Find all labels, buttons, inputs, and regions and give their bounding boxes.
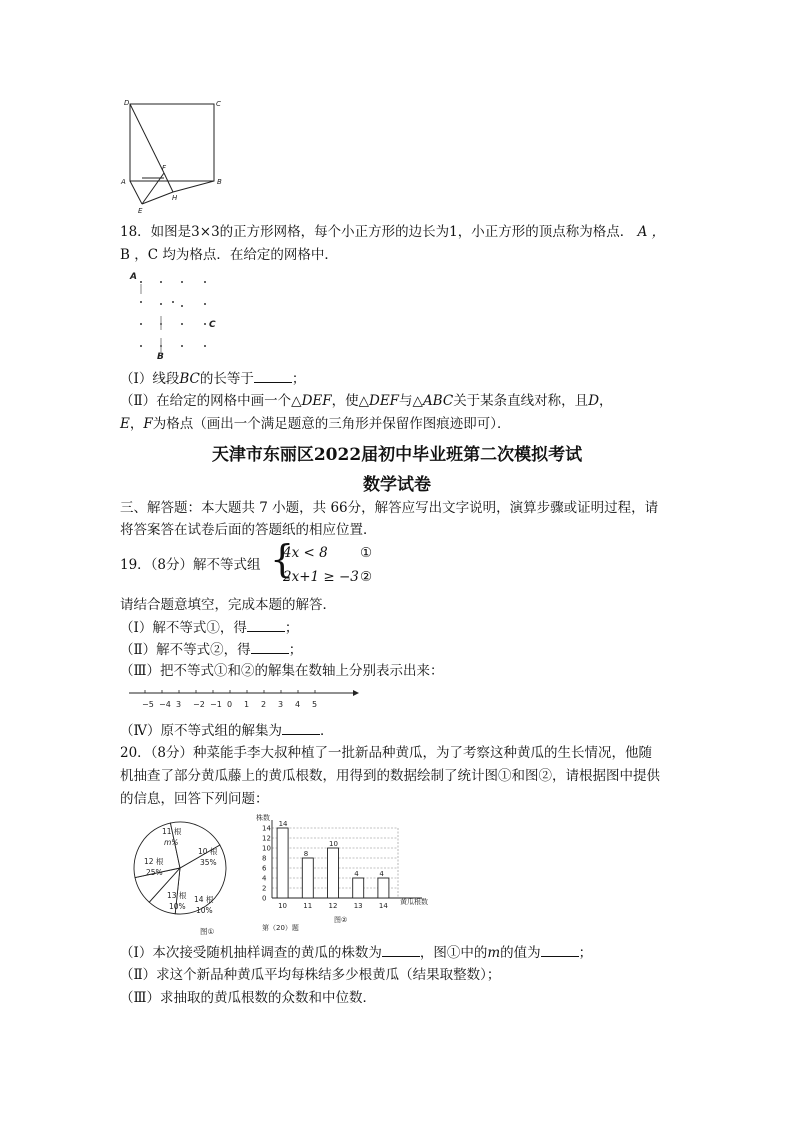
pie-slice-label: 12 根 — [144, 857, 164, 866]
grid-label-B: B — [157, 352, 164, 362]
number-line-label: −4 — [159, 700, 171, 709]
bar-caption: 图② — [334, 916, 348, 924]
q18-part1-blank[interactable] — [254, 368, 292, 383]
section3-line2: 将答案答在试卷后面的答题纸的相应位置． — [120, 522, 377, 538]
q20-stem-line3: 的信息，回答下列问题： — [120, 791, 269, 807]
bar — [353, 878, 364, 898]
pie-slice-label: 11 根 — [162, 827, 182, 836]
bar-data-label: 4 — [379, 870, 384, 878]
number-line-label: 1 — [244, 700, 250, 709]
pie-slice-label: 13 根 — [167, 891, 187, 900]
q19-stem: 19．（8分）解不等式组 — [120, 557, 261, 573]
pie-slice-percent: 10% — [169, 902, 186, 911]
q19-brace: { — [270, 537, 295, 581]
label-C: C — [216, 100, 221, 108]
q19-instruction: 请结合题意填空，完成本题的解答． — [120, 597, 336, 613]
q18-stem-line2: B ，C 均为格点．在给定的网格中． — [120, 247, 338, 263]
q19-ineq1: 4x < 8 — [283, 545, 328, 561]
number-line-label: −2 — [193, 700, 205, 709]
bar-data-label: 4 — [354, 870, 359, 878]
q18-stem-line1: 18．如图是3×3的正方形网格，每个小正方形的边长为1，小正方形的顶点称为格点． A ， — [120, 224, 666, 240]
q19-part2: （Ⅱ）解不等式②，得 ； — [120, 639, 302, 660]
label-F: F — [162, 164, 167, 172]
exam-title: 天津市东丽区2022届初中毕业班第二次模拟考试 — [211, 445, 583, 465]
label-H: H — [172, 194, 178, 202]
q18-part1: （Ⅰ）线段BC的长等于 ； — [120, 368, 305, 389]
bar-data-label: 14 — [278, 820, 288, 828]
bar-xtick-label: 12 — [328, 902, 338, 910]
bar — [328, 848, 339, 898]
bar-data-label: 8 — [303, 850, 309, 858]
number-line — [125, 685, 365, 715]
exam-subtitle: 数学试卷 — [363, 475, 431, 495]
pie-slice-percent: 25% — [146, 868, 163, 877]
q18-grid-figure — [125, 268, 230, 363]
bar-xtick-label: 10 — [278, 902, 288, 910]
number-line-label: 3 — [278, 700, 284, 709]
pie-slice-percent: 35% — [200, 858, 217, 867]
q20-stem-line1: 20．（8分）种菜能手李大叔种植了一批新品种黄瓜，为了考察这种黄瓜的生长情况，他随 — [120, 745, 653, 761]
q18-part2-line2: E，F为格点（画出一个满足题意的三角形并保留作图痕迹即可）． — [120, 416, 511, 432]
q19-mark1: ① — [360, 545, 373, 561]
bar — [378, 878, 389, 898]
pie-caption: 图① — [200, 927, 215, 936]
pie-slice-percent: 10% — [196, 906, 213, 915]
pie-slice-label: 10 根 — [198, 847, 218, 856]
number-line-label: 2 — [261, 700, 267, 709]
bar-xtick-label: 11 — [303, 902, 313, 910]
q20-question1: （Ⅰ）本次接受随机抽样调查的黄瓜的株数为 ，图①中的m的值为 ； — [120, 942, 592, 963]
figure-caption: 第（20）题 — [262, 924, 299, 932]
q19-mark2: ② — [360, 569, 373, 585]
bar-ytick-label: 6 — [262, 864, 267, 873]
pie-slice-label: 14 根 — [194, 895, 214, 904]
bar-ytick-label: 14 — [262, 824, 271, 833]
q19-part2-blank[interactable] — [251, 639, 289, 654]
label-E: E — [138, 207, 143, 215]
q20-stem-line2: 机抽查了部分黄瓜藤上的黄瓜根数，用得到的数据绘制了统计图①和图②，请根据图中提供 — [120, 768, 660, 784]
q20-question2: （Ⅱ）求这个新品种黄瓜平均每株结多少根黄瓜（结果取整数）； — [120, 967, 501, 983]
q17-geometry-figure — [118, 96, 228, 216]
label-D: D — [124, 99, 130, 107]
q19-part4: （Ⅳ）原不等式组的解集为 ． — [120, 720, 334, 741]
number-line-label: 0 — [227, 700, 233, 709]
bar-chart — [248, 812, 448, 932]
grid-label-A: A — [130, 272, 137, 282]
bar-xlabel: 黄瓜根数 — [400, 898, 428, 906]
bar-ytick-label: 12 — [262, 834, 271, 843]
bar-xtick-label: 14 — [378, 902, 388, 910]
bar — [277, 828, 288, 898]
number-line-label: 4 — [295, 700, 301, 709]
q20-q1-blank1[interactable] — [382, 942, 420, 957]
pie-slice-percent: m% — [164, 838, 179, 847]
grid-label-C: C — [209, 320, 216, 330]
label-A: A — [121, 178, 126, 186]
q20-question3: （Ⅲ）求抽取的黄瓜根数的众数和中位数． — [120, 990, 377, 1006]
number-line-label: 3 — [176, 700, 182, 709]
section3-line1: 三、解答题：本大题共 7 小题，共 66分，解答应写出文字说明，演算步骤或证明过程，请 — [120, 500, 659, 516]
q19-part4-blank[interactable] — [282, 720, 320, 735]
pie-chart — [130, 812, 240, 937]
q19-part1: （Ⅰ）解不等式①，得 ； — [120, 617, 298, 638]
q20-q1-blank2[interactable] — [541, 942, 579, 957]
number-line-label: 5 — [312, 700, 318, 709]
bar-ytick-label: 8 — [262, 854, 267, 863]
bar-ytick-label: 2 — [262, 884, 267, 893]
number-line-label: −1 — [210, 700, 222, 709]
bar-ytick-label: 0 — [262, 894, 267, 903]
q18-part2-line1: （Ⅱ）在给定的网格中画一个△DEF，使△DEF与△ABC关于某条直线对称，且D， — [120, 393, 613, 409]
bar-ytick-label: 10 — [262, 844, 271, 853]
bar — [302, 858, 313, 898]
bar-xtick-label: 13 — [353, 902, 363, 910]
q19-part3: （Ⅲ）把不等式①和②的解集在数轴上分别表示出来： — [120, 663, 444, 679]
bar-data-label: 10 — [329, 840, 338, 848]
label-B: B — [217, 178, 222, 186]
q19-part1-blank[interactable] — [247, 617, 285, 632]
bar-ylabel: 株数 — [256, 814, 270, 822]
number-line-label: −5 — [142, 700, 154, 709]
bar-ytick-label: 4 — [262, 874, 267, 883]
q19-ineq2: 2x+1 ≥ −3 — [283, 569, 359, 585]
